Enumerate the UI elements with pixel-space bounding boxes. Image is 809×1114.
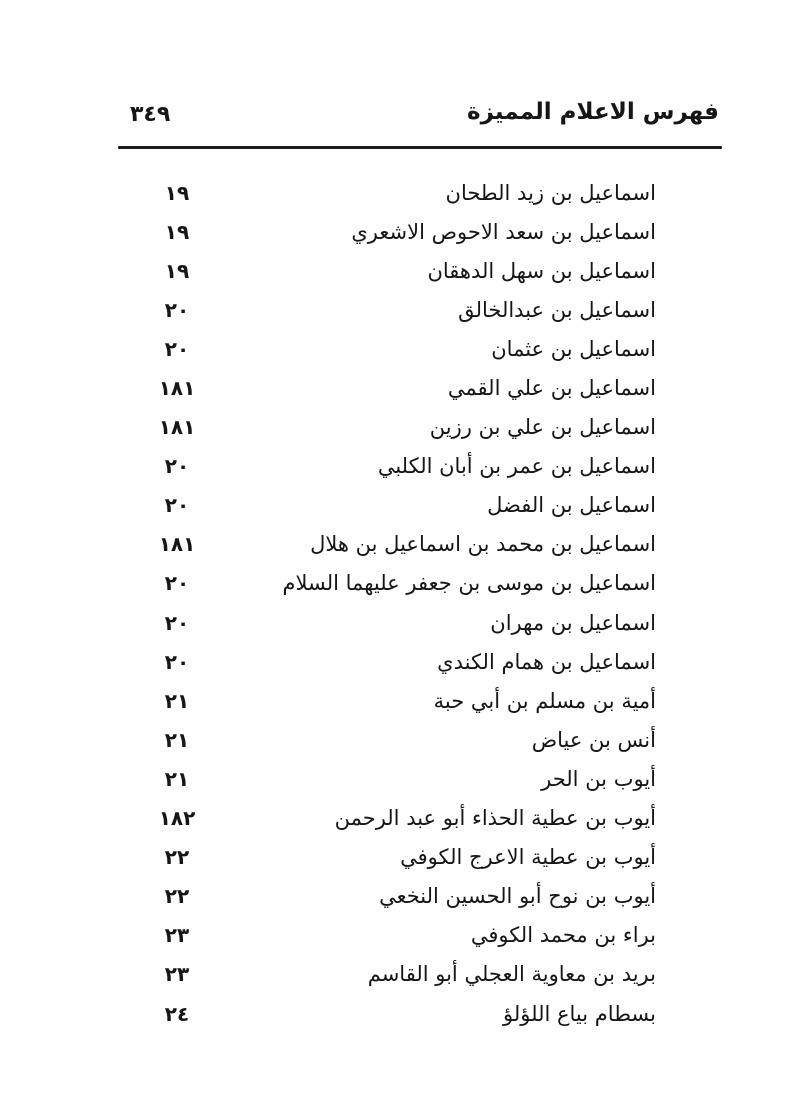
- entry-name: أيوب بن عطية الاعرج الكوفي: [400, 845, 656, 870]
- entry-name: براء بن محمد الكوفي: [470, 923, 656, 948]
- entry-page-number: ٢٣: [164, 923, 190, 948]
- entry-name: اسماعيل بن علي القمي: [447, 376, 656, 401]
- index-entry-row: [145, 525, 656, 564]
- entry-page-number: ٢٠: [164, 571, 190, 596]
- entry-name: اسماعيل بن همام الكندي: [437, 649, 656, 674]
- entry-name: أيوب بن الحر: [541, 766, 656, 791]
- entry-page-number: ٢٠: [164, 336, 190, 361]
- entry-page-number: ١٨١: [158, 415, 196, 440]
- entry-name: اسماعيل بن عمر بن أبان الكلبي: [377, 454, 656, 479]
- entry-page-number: ١٨١: [158, 376, 196, 401]
- entry-page-number: ٢١: [164, 727, 190, 752]
- entry-page-number: ٢٠: [164, 649, 190, 674]
- page-number: ٣٤٩: [130, 102, 171, 127]
- index-entry-row: [145, 994, 656, 1033]
- index-entry-row: [145, 212, 656, 251]
- entry-page-number: ٢١: [164, 688, 190, 713]
- index-entry-row: [145, 408, 656, 447]
- entry-name: اسماعيل بن مهران: [490, 610, 656, 635]
- index-entry-row: [145, 486, 656, 525]
- entry-page-number: ٢٠: [164, 493, 190, 518]
- index-entry-row: [145, 877, 656, 916]
- index-entry-row: [145, 173, 656, 212]
- index-entry-row: [145, 642, 656, 681]
- entry-name: اسماعيل بن سعد الاحوص الاشعري: [351, 219, 656, 244]
- entry-page-number: ٢٤: [164, 1001, 190, 1026]
- index-entry-row: [145, 329, 656, 368]
- index-entry-row: [145, 720, 656, 759]
- entry-name: اسماعيل بن علي بن رزين: [429, 415, 656, 440]
- entry-name: بسطام بياع اللؤلؤ: [503, 1001, 656, 1026]
- index-entry-row: [145, 799, 656, 838]
- entry-page-number: ٢٠: [164, 610, 190, 635]
- entry-name: أيوب بن عطية الحذاء أبو عبد الرحمن: [334, 806, 656, 831]
- entry-name: اسماعيل بن زيد الطحان: [445, 180, 656, 205]
- entry-page-number: ١٨٢: [158, 806, 196, 831]
- index-entry-row: [145, 681, 656, 720]
- index-entry-row: [145, 759, 656, 798]
- index-entry-row: [145, 447, 656, 486]
- entry-page-number: ١٨١: [158, 532, 196, 557]
- entry-page-number: ٢٢: [164, 845, 190, 870]
- entry-page-number: ٢٢: [164, 884, 190, 909]
- index-entry-row: [145, 916, 656, 955]
- index-entry-row: [145, 955, 656, 994]
- entry-page-number: ١٩: [164, 258, 190, 283]
- index-entries: [145, 173, 656, 1033]
- index-entry-row: [145, 368, 656, 407]
- entry-page-number: ٢٣: [164, 962, 190, 987]
- page-title: فهرس الاعلام المميزة: [467, 99, 719, 125]
- index-entry-row: [145, 603, 656, 642]
- index-entry-row: [145, 564, 656, 603]
- index-entry-row: [145, 838, 656, 877]
- entry-name: اسماعيل بن عبدالخالق: [458, 297, 656, 322]
- entry-name: أنس بن عياض: [531, 727, 656, 752]
- entry-page-number: ١٩: [164, 219, 190, 244]
- entry-name: اسماعيل بن عثمان: [491, 336, 656, 361]
- entry-page-number: ٢٠: [164, 454, 190, 479]
- entry-page-number: ٢١: [164, 766, 190, 791]
- entry-page-number: ٢٠: [164, 297, 190, 322]
- entry-name: اسماعيل بن موسى بن جعفر عليهما السلام: [282, 571, 656, 596]
- index-entry-row: [145, 290, 656, 329]
- entry-page-number: ١٩: [164, 180, 190, 205]
- entry-name: اسماعيل بن محمد بن اسماعيل بن هلال: [310, 532, 656, 557]
- entry-name: أمية بن مسلم بن أبي حبة: [433, 688, 656, 713]
- index-entry-row: [145, 251, 656, 290]
- entry-name: بريد بن معاوية العجلي أبو القاسم: [367, 962, 656, 987]
- entry-name: اسماعيل بن سهل الدهقان: [427, 258, 656, 283]
- entry-name: اسماعيل بن الفضل: [487, 493, 656, 518]
- header-divider: [118, 146, 722, 149]
- entry-name: أيوب بن نوح أبو الحسين النخعي: [379, 884, 656, 909]
